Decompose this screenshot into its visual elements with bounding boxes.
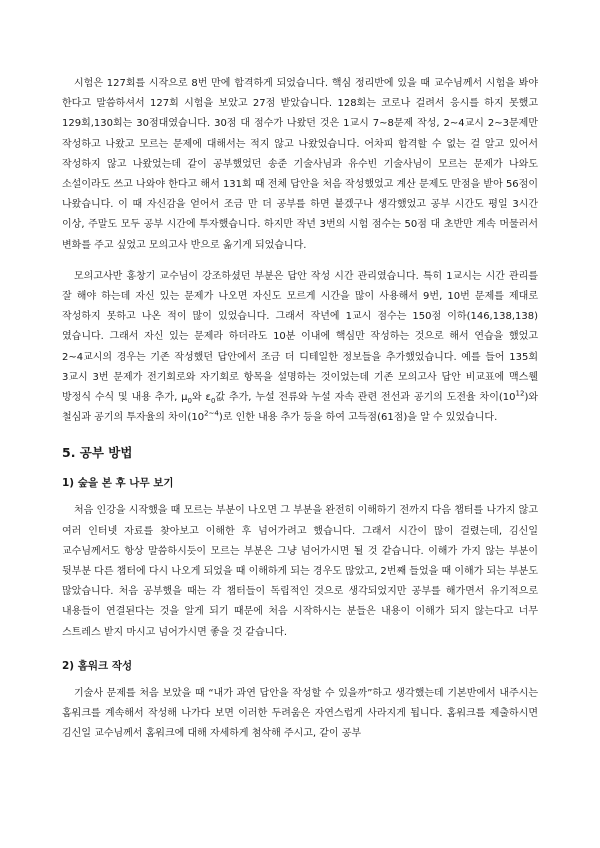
- paragraph-text: )로 인한 내용 추가 등을 하여 고득점(61점)을 알 수 있었습니다.: [218, 412, 498, 424]
- paragraph-homework: 기술사 문제를 처음 보았을 때 “내가 과연 답안을 작성할 수 있을까”하고 생각했는데 기본반에서 내주시는 홈워크를 계속해서 작성해 나가다 보면 이러한 두려움은 자연스럽게 사라지게 됩니다. 홈워크를 제출하시면 김신일 교수님께서 홈워크에 대해 자세하게 첨삭해 주시고, 같이 공부: [62, 687, 538, 740]
- paragraph-study-method: 처음 인강을 시작했을 때 모르는 부분이 나오면 그 부분을 완전히 이해하기 전까지 다음 챕터를 나가지 않고 여러 인터넷 자료를 찾아보고 이해한 후 넘어가려고 했습니다. 그래서 시간이 많이 걸렸는데, 김신일 교수님께서도 항상 말씀하시듯이 모르는 부분은 그냥 넘어가시면 될 것 같습니다. 이해가 가지 않는 부분이 뒷부분 다른 챕터에 다시 나오게 되었을 때 이해하게 되는 경우도 많았고, 2번째 들었을 때 이해가 되는 부분도 많았습니다. 처음 공부했을 때는 각 챕터들이 독립적인 것으로 생각되었지만 공부를 해가면서 유기적으로 내용들이 연결된다는 것을 알게 되기 때문에 처음 시작하시는 분들은 내용이 이해가 되지 않는다고 너무 스트레스 받지 마시고 넘어가시면 좋을 것 같습니다.: [62, 505, 538, 638]
- subsection-heading: 1) 숲을 본 후 나무 보기: [62, 477, 174, 490]
- paragraph-mock-exam: [62, 267, 538, 429]
- paragraph-exam-history: 시험은 127회를 시작으로 8번 만에 합격하게 되었습니다. 핵심 정리반에 있을 때 교수님께서 시험을 봐야 한다고 말씀하셔서 127회 시험을 보았고 27점 받았습니다. 128회는 코로나 걸려서 응시를 하지 못했고 129회,130회는 30점대였습니다. 30점 대 점수가 나왔던 것은 1교시 7~8문제 작성, 2~4교시 2~3문제만 작성하고 나왔고 모르는 문제에 대해서는 적지 않고 나왔었습니다. 어차피 합격할 수 없는 걸 알고 있어서 작성하지 않고 나왔었는데 같이 공부했었던 송준 기술사님과 유수빈 기술사님이 모르는 문제가 나와도 소설이라도 쓰고 나와야 한다고 해서 131회 때 전체 답안을 처음 작성했었고 계산 문제도 만점을 받아 56점이 나왔습니다. 이 때 자신감을 얻어서 조금 만 더 공부를 하면 붙겠구나 생각했었고 공부 시간도 평일 3시간 이상, 주말도 모두 공부 시간에 투자했습니다. 하지만 작년 3번의 시험 점수는 50점 대 초반만 계속 머물러서 변화를 주고 싶었고 모의고사 반으로 옮기게 되었습니다.: [62, 78, 538, 251]
- superscript: 12: [515, 389, 525, 398]
- superscript: 2~4: [204, 409, 219, 418]
- subscript: 0: [187, 397, 192, 406]
- paragraph-text: 와 ε: [192, 392, 211, 404]
- paragraph-gap: [62, 256, 538, 267]
- paragraph-gap: [62, 643, 538, 657]
- paragraph-text: 모의고사반 홍창기 교수님이 강조하셨던 부분은 답안 작성 시간 관리였습니다. 특히 1교시는 시간 관리를 잘 해야 하는데 자신 있는 문제가 나오면 자신도 모르게 시간을 많이 사용해서 9번, 10번 문제를 제대로 작성하지 못하고 나온 적이 많이 있었습니다. 그래서 작년에 1교시 점수는 150점 이하(146,138,138)였습니다. 그래서 자신 있는 문제라 하더라도 10분 이내에 핵심만 작성하는 것으로 해서 연습을 했었고 2~4교시의 경우는 기존 작성했던 답안에서 조금 더 디테일한 정보들을 추가했었습니다. 예를 들어 135회 3교시 3번 문제가 전기회로와 자기회로 항목을 설명하는 것이었는데 기존 모의고사 답안 비교표에 맥스웰 방정식 수식 및 내용 추가, μ: [62, 270, 538, 404]
- subsection-heading: 2) 홈워크 작성: [62, 659, 133, 672]
- section-heading: 5. 공부 방법: [62, 445, 133, 461]
- paragraph-text: 값 추가, 누설 전류와 누설 자속 관련 전선과 공기의 도전율 차이(10: [215, 392, 516, 404]
- subscript: 0: [210, 397, 216, 406]
- paragraph-text: )와 철심과 공기의 투자율의 차이(10: [62, 392, 538, 424]
